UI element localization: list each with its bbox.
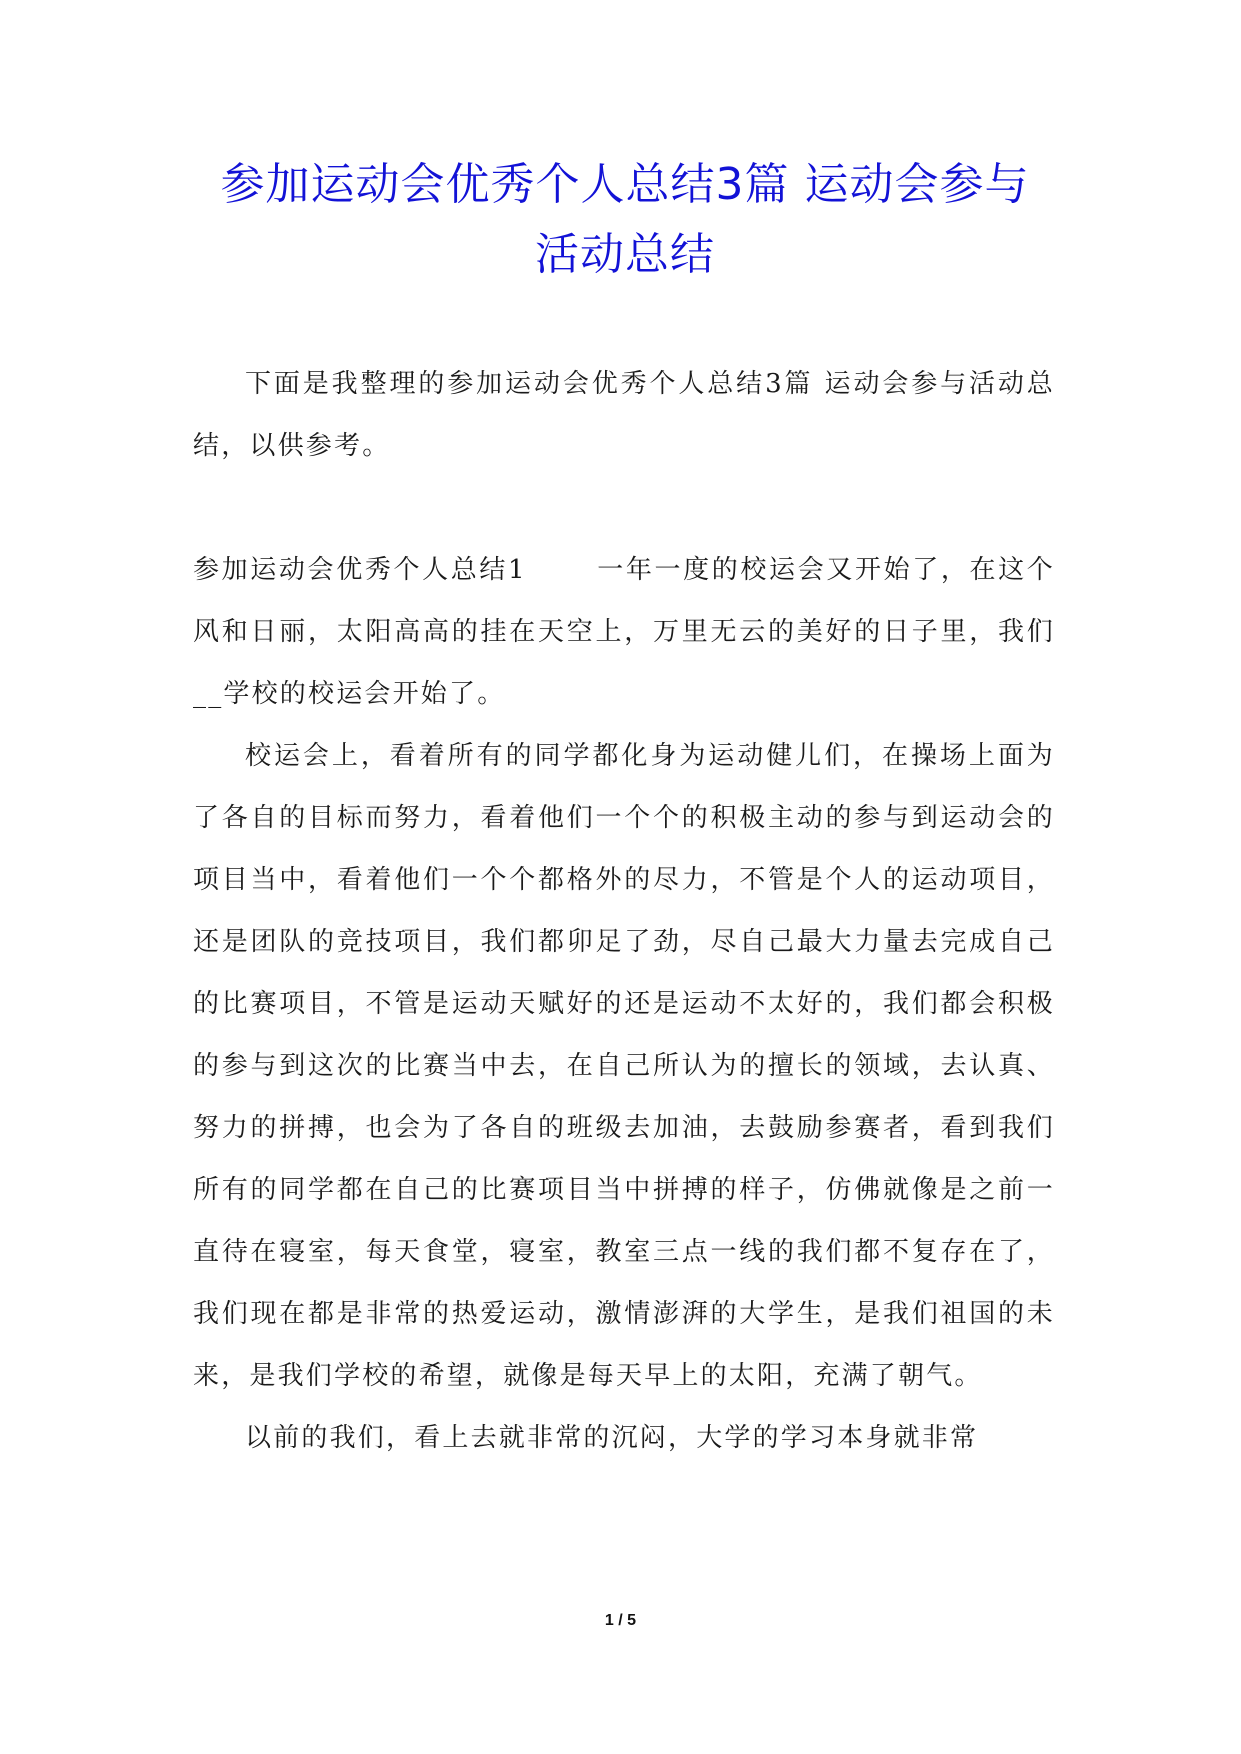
paragraph-gap bbox=[193, 477, 1055, 539]
body-paragraph-2: 校运会上，看着所有的同学都化身为运动健儿们，在操场上面为了各自的目标而努力，看着他们一个个的积极主动的参与到运动会的项目当中，看着他们一个个都格外的尽力，不管是个人的运动项目，还是团队的竞技项目，我们都卯足了劲，尽自己最大力量去完成自己的比赛项目，不管是运动天赋好的还是运动不太好的，我们都会积极的参与到这次的比赛当中去，在自己所认为的擅长的领域，去认真、努力的拼搏，也会为了各自的班级去加油，去鼓励参赛者，看到我们所有的同学都在自己的比赛项目当中拼搏的样子，仿佛就像是之前一直待在寝室，每天食堂，寝室，教室三点一线的我们都不复存在了，我们现在都是非常的热爱运动，激情澎湃的大学生，是我们祖国的未来，是我们学校的希望，就像是每天早上的太阳，充满了朝气。 bbox=[193, 741, 1055, 1391]
page-number: 1 / 5 bbox=[604, 1612, 637, 1629]
title-line-1: 参加运动会优秀个人总结3篇 运动会参与 bbox=[220, 159, 1030, 210]
section-1-heading: 参加运动会优秀个人总结1 bbox=[193, 555, 527, 585]
section-1-first-text: 一年一度的校运会又开始了，在这个风和日丽，太阳高高的挂在天空上，万里无云的美好的日子里，我们__学校的校运会开始了。 bbox=[193, 555, 1056, 709]
intro-paragraph: 下面是我整理的参加运动会优秀个人总结3篇 运动会参与活动总结，以供参考。 bbox=[193, 369, 1055, 461]
body-paragraph-3: 以前的我们，看上去就非常的沉闷，大学的学习本身就非常 bbox=[245, 1423, 979, 1453]
document-body bbox=[193, 353, 1055, 1469]
document-title bbox=[190, 150, 1060, 290]
section-1-paragraph bbox=[193, 539, 1055, 725]
title-line-2: 活动总结 bbox=[535, 229, 715, 280]
